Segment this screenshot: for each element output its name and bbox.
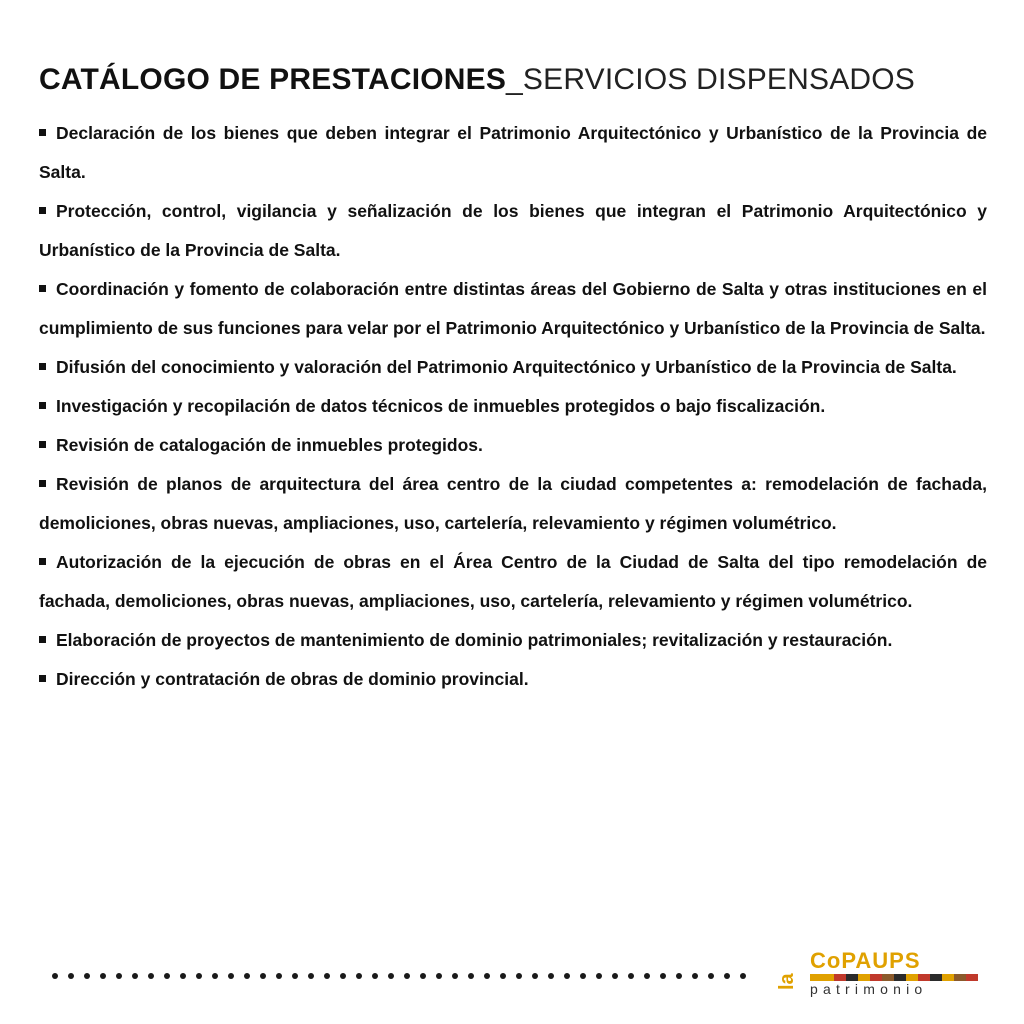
list-item-text: Dirección y contratación de obras de dominio provincial.	[56, 669, 529, 689]
divider-dot	[436, 973, 442, 979]
logo-bar-segment	[822, 974, 834, 981]
logo-name: CoPAUPS	[810, 948, 921, 973]
logo-bar-segment	[930, 974, 942, 981]
divider-dot	[388, 973, 394, 979]
bullet-icon	[39, 558, 46, 565]
logo-bar-segment	[870, 974, 882, 981]
divider-dot	[356, 973, 362, 979]
bullet-icon	[39, 441, 46, 448]
title-main: CATÁLOGO DE PRESTACIONES	[39, 63, 507, 96]
list-item	[39, 426, 987, 465]
bullet-icon	[39, 402, 46, 409]
logo-bar-segment	[966, 974, 978, 981]
divider-dot	[148, 973, 154, 979]
divider-dot	[708, 973, 714, 979]
divider-dot	[500, 973, 506, 979]
divider-dot	[116, 973, 122, 979]
divider-dot	[644, 973, 650, 979]
list-item-text: Protección, control, vigilancia y señalización de los bienes que integran el Patrimonio Arquitectónico y Urbanístico de la Provincia de Salta.	[39, 201, 987, 260]
logo-bar-segment	[906, 974, 918, 981]
logo-bar-segment	[882, 974, 894, 981]
divider-dot	[740, 973, 746, 979]
divider-dot	[676, 973, 682, 979]
list-item	[39, 543, 987, 621]
list-item-text: Elaboración de proyectos de mantenimiento de dominio patrimoniales; revitalización y restauración.	[56, 630, 893, 650]
list-item	[39, 192, 987, 270]
divider-dot	[564, 973, 570, 979]
divider-dot	[548, 973, 554, 979]
logo-subtitle: patrimonio	[810, 981, 928, 997]
list-item-text: Coordinación y fomento de colaboración entre distintas áreas del Gobierno de Salta y otras instituciones en el cumplimiento de sus funciones para velar por el Patrimonio Arquitectónico y Urbanístico de la Provincia de Salta.	[39, 279, 987, 338]
title-sub: _SERVICIOS DISPENSADOS	[506, 63, 916, 96]
divider-dot	[532, 973, 538, 979]
bullet-icon	[39, 480, 46, 487]
logo-bar-segment	[894, 974, 906, 981]
divider-dot	[308, 973, 314, 979]
bullet-icon	[39, 285, 46, 292]
logo-prefix: la	[776, 973, 798, 990]
services-list	[39, 114, 987, 699]
divider-dot	[260, 973, 266, 979]
bullet-icon	[39, 675, 46, 682]
list-item	[39, 660, 987, 699]
list-item-text: Investigación y recopilación de datos técnicos de inmuebles protegidos o bajo fiscalización.	[56, 396, 826, 416]
logo-bar-segment	[858, 974, 870, 981]
divider-dot	[612, 973, 618, 979]
divider-dot	[68, 973, 74, 979]
divider-dot	[164, 973, 170, 979]
bullet-icon	[39, 636, 46, 643]
divider-dot	[580, 973, 586, 979]
list-item	[39, 270, 987, 348]
divider-dot	[420, 973, 426, 979]
divider-dot	[404, 973, 410, 979]
page-title	[39, 60, 915, 100]
divider-dot	[100, 973, 106, 979]
bullet-icon	[39, 129, 46, 136]
dotted-divider	[52, 973, 752, 983]
logo-color-bar	[810, 974, 978, 981]
list-item	[39, 348, 987, 387]
divider-dot	[52, 973, 58, 979]
divider-dot	[340, 973, 346, 979]
logo-bar-segment	[918, 974, 930, 981]
divider-dot	[292, 973, 298, 979]
list-item-text: Revisión de planos de arquitectura del área centro de la ciudad competentes a: remodelación de fachada, demoliciones, obras nuevas, ampliaciones, uso, cartelería, relevamiento y régimen volumétrico.	[39, 474, 987, 533]
list-item	[39, 387, 987, 426]
bullet-icon	[39, 363, 46, 370]
logo-bar-segment	[846, 974, 858, 981]
divider-dot	[692, 973, 698, 979]
divider-dot	[276, 973, 282, 979]
list-item	[39, 465, 987, 543]
bullet-icon	[39, 207, 46, 214]
logo-bar-segment	[834, 974, 846, 981]
list-item	[39, 621, 987, 660]
logo-bar-segment	[954, 974, 966, 981]
copaups-logo	[776, 948, 1000, 1004]
divider-dot	[484, 973, 490, 979]
divider-dot	[516, 973, 522, 979]
list-item-text: Revisión de catalogación de inmuebles protegidos.	[56, 435, 483, 455]
divider-dot	[628, 973, 634, 979]
logo-bar-segment	[942, 974, 954, 981]
divider-dot	[84, 973, 90, 979]
divider-dot	[468, 973, 474, 979]
divider-dot	[212, 973, 218, 979]
logo-bar-segment	[810, 974, 822, 981]
list-item-text: Autorización de la ejecución de obras en el Área Centro de la Ciudad de Salta del tipo remodelación de fachada, demoliciones, obras nuevas, ampliaciones, uso, cartelería, relevamiento y régimen volumétrico.	[39, 552, 987, 611]
divider-dot	[196, 973, 202, 979]
divider-dot	[180, 973, 186, 979]
divider-dot	[452, 973, 458, 979]
divider-dot	[724, 973, 730, 979]
divider-dot	[244, 973, 250, 979]
list-item-text: Difusión del conocimiento y valoración del Patrimonio Arquitectónico y Urbanístico de la Provincia de Salta.	[56, 357, 957, 377]
divider-dot	[324, 973, 330, 979]
list-item	[39, 114, 987, 192]
divider-dot	[228, 973, 234, 979]
list-item-text: Declaración de los bienes que deben integrar el Patrimonio Arquitectónico y Urbanístico de la Provincia de Salta.	[39, 123, 987, 182]
divider-dot	[660, 973, 666, 979]
divider-dot	[596, 973, 602, 979]
divider-dot	[372, 973, 378, 979]
divider-dot	[132, 973, 138, 979]
